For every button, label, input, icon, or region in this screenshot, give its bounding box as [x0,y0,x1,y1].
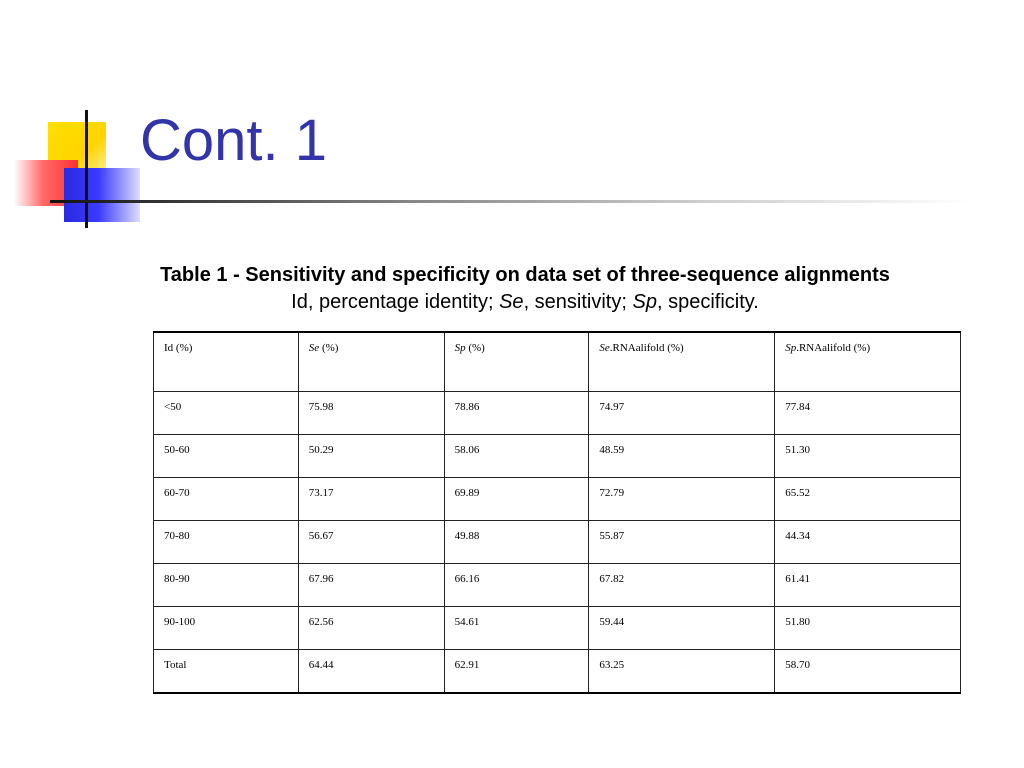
table-cell: 50.29 [298,435,444,478]
header-cell: Sp.RNAalifold (%) [775,332,961,392]
blue-square-shape [64,168,140,222]
table-row-total [154,650,961,694]
header-cell: Id (%) [154,332,299,392]
slide-title: Cont. 1 [140,108,327,173]
table-cell: 49.88 [444,521,589,564]
caption-sp-text: , specificity. [656,291,759,313]
table-header-row [154,332,961,392]
header-cell: Sp (%) [444,332,589,392]
caption-se-text: , sensitivity; [523,291,633,313]
table-cell: 58.06 [444,435,589,478]
table-row [154,478,961,521]
table-row [154,435,961,478]
table-cell: 67.82 [589,564,775,607]
table-caption [20,262,1024,316]
caption-legend [20,289,1024,316]
table-cell: Total [154,650,299,694]
table-row [154,392,961,435]
table-cell: <50 [154,392,299,435]
table-cell: 62.56 [298,607,444,650]
table-cell: 51.30 [775,435,961,478]
table-cell: 59.44 [589,607,775,650]
table-cell: 61.41 [775,564,961,607]
table-cell: 48.59 [589,435,775,478]
results-table [153,331,961,694]
table-cell: 55.87 [589,521,775,564]
caption-sp-abbr: Sp [632,291,657,313]
table-cell: 54.61 [444,607,589,650]
table-cell: 75.98 [298,392,444,435]
table-row [154,564,961,607]
table-cell: 50-60 [154,435,299,478]
table-cell: 72.79 [589,478,775,521]
table-cell: 56.67 [298,521,444,564]
table-cell: 60-70 [154,478,299,521]
table-cell: 69.89 [444,478,589,521]
table-cell: 62.91 [444,650,589,694]
caption-se-abbr: Se [499,291,524,313]
table-row [154,607,961,650]
table-cell: 63.25 [589,650,775,694]
table-cell: 58.70 [775,650,961,694]
table-cell: 44.34 [775,521,961,564]
table-cell: 73.17 [298,478,444,521]
table-cell: 66.16 [444,564,589,607]
table-cell: 51.80 [775,607,961,650]
title-underline [50,200,970,203]
table-row [154,521,961,564]
table-cell: 64.44 [298,650,444,694]
table-cell: 80-90 [154,564,299,607]
table-cell: 65.52 [775,478,961,521]
vertical-rule [85,110,88,228]
header-cell: Se (%) [298,332,444,392]
table-cell: 77.84 [775,392,961,435]
caption-heading: Table 1 - Sensitivity and specificity on data set of three-sequence alignments [160,264,890,286]
header-cell: Se.RNAalifold (%) [589,332,775,392]
table-cell: 67.96 [298,564,444,607]
table-cell: 74.97 [589,392,775,435]
decorative-logo [0,0,150,240]
table-cell: 78.86 [444,392,589,435]
caption-id-text: Id, percentage identity; [291,291,500,313]
table-cell: 70-80 [154,521,299,564]
table-cell: 90-100 [154,607,299,650]
